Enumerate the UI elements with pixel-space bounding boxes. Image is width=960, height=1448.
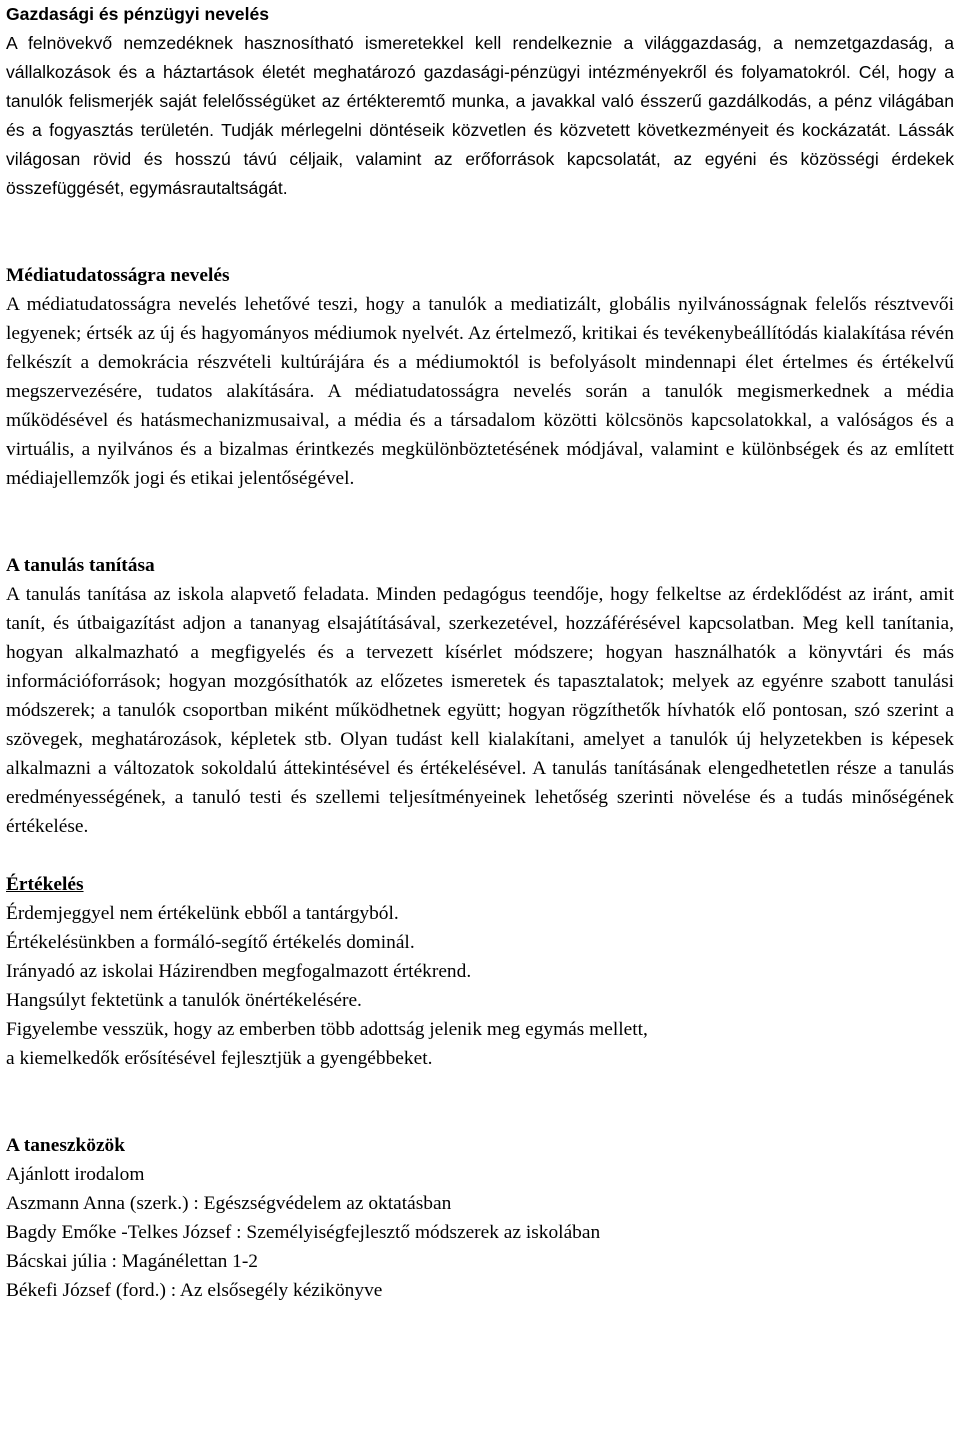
evaluation-line: Figyelembe vesszük, hogy az emberben több adottság jelenik meg egymás mellett, <box>6 1019 648 1040</box>
evaluation-line: Értékelésünkben a formáló-segítő értékelés dominál. <box>6 932 415 953</box>
tools-line: Aszmann Anna (szerk.) : Egészségvédelem az oktatásban <box>6 1193 452 1214</box>
tools-line: Békefi József (ford.) : Az elsősegély kézikönyve <box>6 1280 383 1301</box>
evaluation-line: Hangsúlyt fektetünk a tanulók önértékelésére. <box>6 990 362 1011</box>
tools-line: Ajánlott irodalom <box>6 1164 145 1185</box>
section-title: Médiatudatosságra nevelés <box>6 265 230 286</box>
tools-line: Bagdy Emőke -Telkes József : Személyiségfejlesztő módszerek az iskolában <box>6 1222 601 1243</box>
section-title: A tanulás tanítása <box>6 555 155 576</box>
section-title: Gazdasági és pénzügyi nevelés <box>6 4 270 24</box>
evaluation-line: Irányadó az iskolai Házirendben megfogalmazott értékrend. <box>6 961 472 982</box>
section-paragraph: A médiatudatosságra nevelés lehetővé teszi, hogy a tanulók a mediatizált, globális nyilvánosságnak felelős résztvevői legyenek; értsék az új és hagyományos médiumok nyelvét. Az értelmező, kritikai és tevékenybeállítódás kialakítása révén felkészít a demokrácia részvételi kultúrájára és a médiumoktól is befolyásolt mindennapi élet értelmes és értékelvű megszervezésére, tudatos alakítására. A médiatudatosságra nevelés során a tanulók megismerkednek a média működésével és hatásmechanizmusaival, a média és a társadalom közötti kölcsönös kapcsolatokkal, a valóságos és a virtuális, a nyilvános és a bizalmas érintkezés megkülönböztetésének módjával, valamint e különbségek és az említett médiajellemzők jogi és etikai jelentőségével. <box>6 294 954 489</box>
section-teaching-tools <box>6 1131 954 1305</box>
document-page <box>6 0 954 1305</box>
evaluation-line: Érdemjeggyel nem értékelünk ebből a tantárgyból. <box>6 903 399 924</box>
section-paragraph: A tanulás tanítása az iskola alapvető feladata. Minden pedagógus teendője, hogy felkeltse az érdeklődést az iránt, amit tanít, és útbaigazítást adjon a tananyag elsajátításával, szerkezetével, hozzáférésével kapcsolatban. Meg kell tanítania, hogyan alkalmazható a megfigyelés és a tervezett kísérlet módszere; hogyan használhatók a könyvtári és más információforrások; hogyan mozgósíthatók az előzetes ismeretek és tapasztalatok; melyek az egyénre szabott tanulási módszerek; a tanulók csoportban miként működhetnek együtt; hogyan rögzíthetők hívhatók elő pontosan, szó szerint a szövegek, meghatározások, képletek stb. Olyan tudást kell kialakítani, amelyet a tanulók új helyzetekben is képesek alkalmazni a változatok sokoldalú áttekintésével és értékelésével. A tanulás tanításának elengedhetetlen része a tanulás eredményességének, a tanuló testi és szellemi teljesítményeinek lehetőség szerinti növelése és a tudás minőségének értékelése. <box>6 584 954 837</box>
section-teaching-learning <box>6 551 954 841</box>
section-title: A taneszközök <box>6 1135 126 1156</box>
section-financial-education <box>6 0 954 203</box>
section-paragraph: A felnövekvő nemzedéknek hasznosítható ismeretekkel kell rendelkeznie a világgazdaság, a nemzetgazdaság, a vállalkozások és a háztartások életét meghatározó gazdasági-pénzügyi intézményekről és folyamatokról. Cél, hogy a tanulók felismerjék saját felelősségüket az értékteremtő munka, a javakkal való ésszerű gazdálkodás, a pénz világában és a fogyasztás területén. Tudják mérlegelni döntéseik közvetlen és közvetett következményeit és kockázatát. Lássák világosan rövid és hosszú távú céljaik, valamint az erőforrások kapcsolatát, az egyéni és közösségi érdekek összefüggését, egymásrautaltságát. <box>6 33 954 198</box>
evaluation-line: a kiemelkedők erősítésével fejlesztjük a gyengébbeket. <box>6 1048 433 1069</box>
tools-line: Bácskai júlia : Magánélettan 1-2 <box>6 1251 258 1272</box>
section-evaluation <box>6 870 954 1073</box>
section-media-literacy <box>6 261 954 493</box>
section-title: Értékelés <box>6 874 84 895</box>
